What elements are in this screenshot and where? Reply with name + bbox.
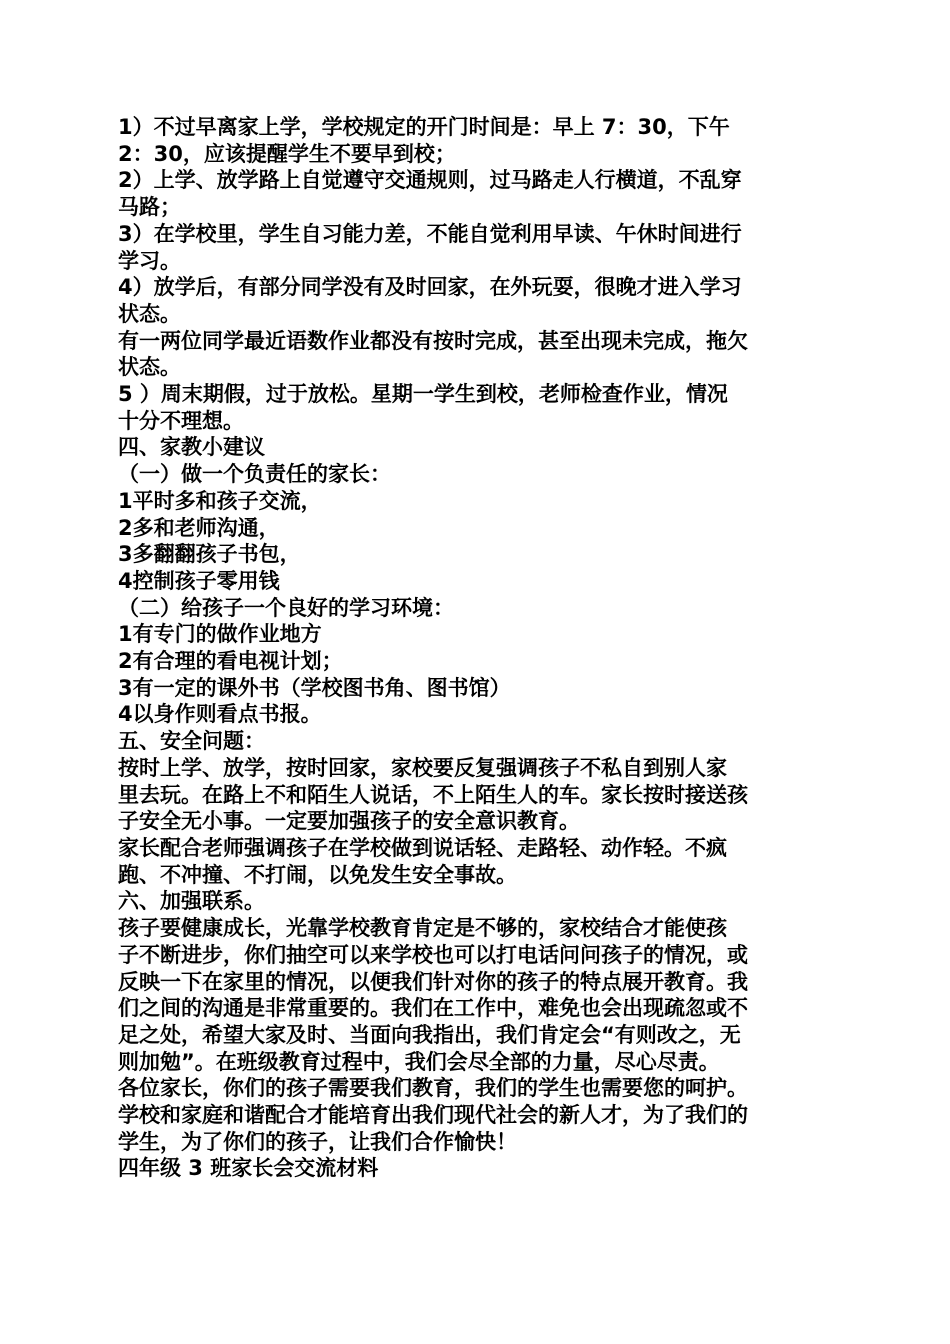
text-line: 各位家长，你们的孩子需要我们教育，我们的学生也需要您的呵护。	[118, 1076, 748, 1101]
text-line: 有一两位同学最近语数作业都没有按时完成，甚至出现未完成，拖欠	[118, 328, 748, 353]
text-line: 状态。	[118, 301, 181, 326]
text-line: 2）上学、放学路上自觉遵守交通规则，过马路走人行横道，不乱穿	[118, 168, 742, 193]
text-line: 足之处，希望大家及时、当面向我指出，我们肯定会“有则改之，无	[118, 1022, 741, 1047]
section-heading: 六、加强联系。	[118, 889, 265, 914]
text-line: 按时上学、放学，按时回家，家校要反复强调孩子不私自到别人家	[118, 755, 727, 780]
text-line: 十分不理想。	[118, 408, 244, 433]
text-line: 里去玩。在路上不和陌生人说话，不上陌生人的车。家长按时接送孩	[118, 782, 748, 807]
subsection-heading: （一）做一个负责任的家长：	[118, 462, 391, 487]
list-item: 2多和老师沟通，	[118, 515, 280, 540]
text-line: 子不断进步，你们抽空可以来学校也可以打电话问问孩子的情况，或	[118, 942, 748, 967]
list-item: 4控制孩子零用钱	[118, 568, 280, 593]
text-line: 反映一下在家里的情况，以便我们针对你的孩子的特点展开教育。我	[118, 969, 748, 994]
text-line: 跑、不冲撞、不打闹，以免发生安全事故。	[118, 862, 517, 887]
section-heading: 四、家教小建议	[118, 435, 265, 460]
text-line: 孩子要健康成长，光靠学校教育肯定是不够的，家校结合才能使孩	[118, 916, 727, 941]
list-item: 3多翻翻孩子书包，	[118, 542, 301, 567]
list-item: 1有专门的做作业地方	[118, 622, 322, 647]
subsection-heading: （二）给孩子一个良好的学习环境：	[118, 595, 454, 620]
text-line: 则加勉”。在班级教育过程中，我们会尽全部的力量，尽心尽责。	[118, 1049, 720, 1074]
document-footer-title: 四年级 3 班家长会交流材料	[118, 1156, 379, 1181]
section-heading: 五、安全问题：	[118, 729, 265, 754]
text-line: 马路；	[118, 195, 181, 220]
list-item: 4以身作则看点书报。	[118, 702, 322, 727]
text-line: 5 ）周末期假，过于放松。星期一学生到校，老师检查作业，情况	[118, 382, 728, 407]
text-line: 们之间的沟通是非常重要的。我们在工作中，难免也会出现疏忽或不	[118, 996, 748, 1021]
list-item: 1平时多和孩子交流，	[118, 488, 322, 513]
text-line: 4）放学后，有部分同学没有及时回家，在外玩耍，很晚才进入学习	[118, 275, 742, 300]
document-body	[118, 114, 840, 1182]
text-line: 3）在学校里，学生自习能力差，不能自觉利用早读、午休时间进行	[118, 221, 742, 246]
list-item: 2有合理的看电视计划；	[118, 649, 343, 674]
text-line: 子安全无小事。一定要加强孩子的安全意识教育。	[118, 809, 580, 834]
text-line: 2：30，应该提醒学生不要早到校；	[118, 141, 456, 166]
text-line: 状态。	[118, 355, 181, 380]
text-line: 家长配合老师强调孩子在学校做到说话轻、走路轻、动作轻。不疯	[118, 835, 727, 860]
text-line: 学习。	[118, 248, 181, 273]
list-item: 3有一定的课外书（学校图书角、图书馆）	[118, 675, 511, 700]
text-line: 学生，为了你们的孩子，让我们合作愉快！	[118, 1129, 517, 1154]
text-line: 1）不过早离家上学，学校规定的开门时间是：早上 7：30，下午	[118, 115, 730, 139]
text-line: 学校和家庭和谐配合才能培育出我们现代社会的新人才，为了我们的	[118, 1103, 748, 1128]
